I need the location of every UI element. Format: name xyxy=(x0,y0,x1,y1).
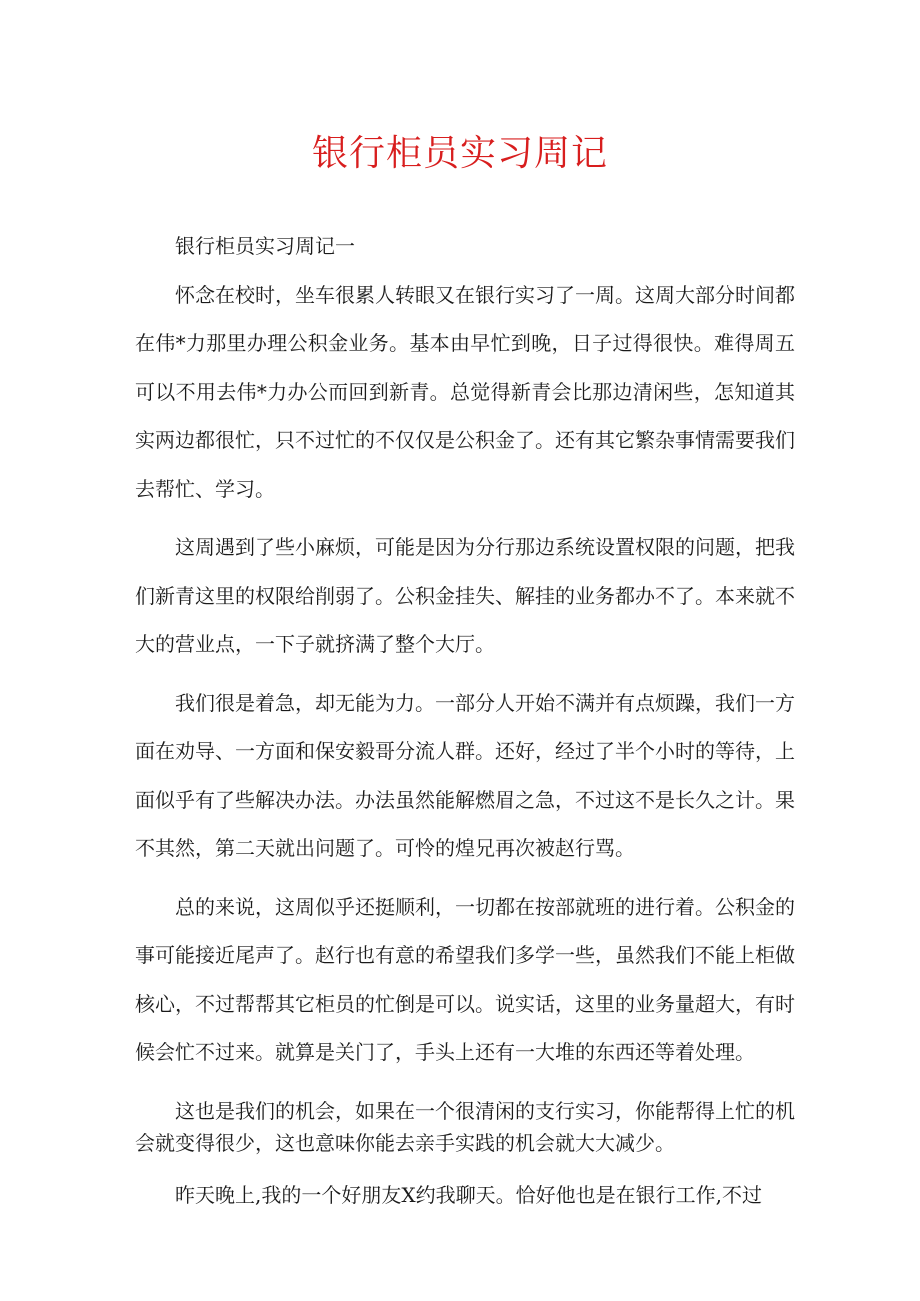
paragraph: 总的来说，这周似乎还挺顺利，一切都在按部就班的进行着。公积金的事可能接近尾声了。赵行也有意的希望我们多学一些，虽然我们不能上柜做核心，不过帮帮其它柜员的忙倒是可以。说实话，这里的业务量超大，有时候会忙不过来。就算是关门了，手头上还有一大堆的东西还等着处理。 xyxy=(135,894,795,1064)
paragraph: 我们很是着急，却无能为力。一部分人开始不满并有点烦躁，我们一方面在劝导、一方面和保安毅哥分流人群。还好，经过了半个小时的等待，上面似乎有了些解决办法。办法虽然能解燃眉之急，不过这不是长久之计。果不其然，第二天就出问题了。可怜的煌兄再次被赵行骂。 xyxy=(135,690,795,860)
document-title: 银行柜员实习周记 xyxy=(311,133,608,174)
paragraph: 怀念在校时，坐车很累人转眼又在银行实习了一周。这周大部分时间都在伟*力那里办理公积金业务。基本由早忙到晚，日子过得很快。难得周五可以不用去伟*力办公而回到新青。总觉得新青会比那边清闲些，怎知道其实两边都很忙，只不过忙的不仅仅是公积金了。还有其它繁杂事情需要我们去帮忙、学习。 xyxy=(135,282,795,501)
paragraph: 昨天晚上,我的一个好朋友X约我聊天。恰好他也是在银行工作,不过 xyxy=(175,1182,762,1207)
section-heading: 银行柜员实习周记一 xyxy=(175,234,355,258)
paragraph: 这周遇到了些小麻烦，可能是因为分行那边系统设置权限的问题，把我们新青这里的权限给削弱了。公积金挂失、解挂的业务都办不了。本来就不大的营业点，一下子就挤满了整个大厅。 xyxy=(135,535,795,656)
paragraph: 这也是我们的机会，如果在一个很清闲的支行实习，你能帮得上忙的机会就变得很少，这也意味你能去亲手实践的机会就大大减少。 xyxy=(135,1098,795,1155)
document-body xyxy=(135,222,795,1219)
